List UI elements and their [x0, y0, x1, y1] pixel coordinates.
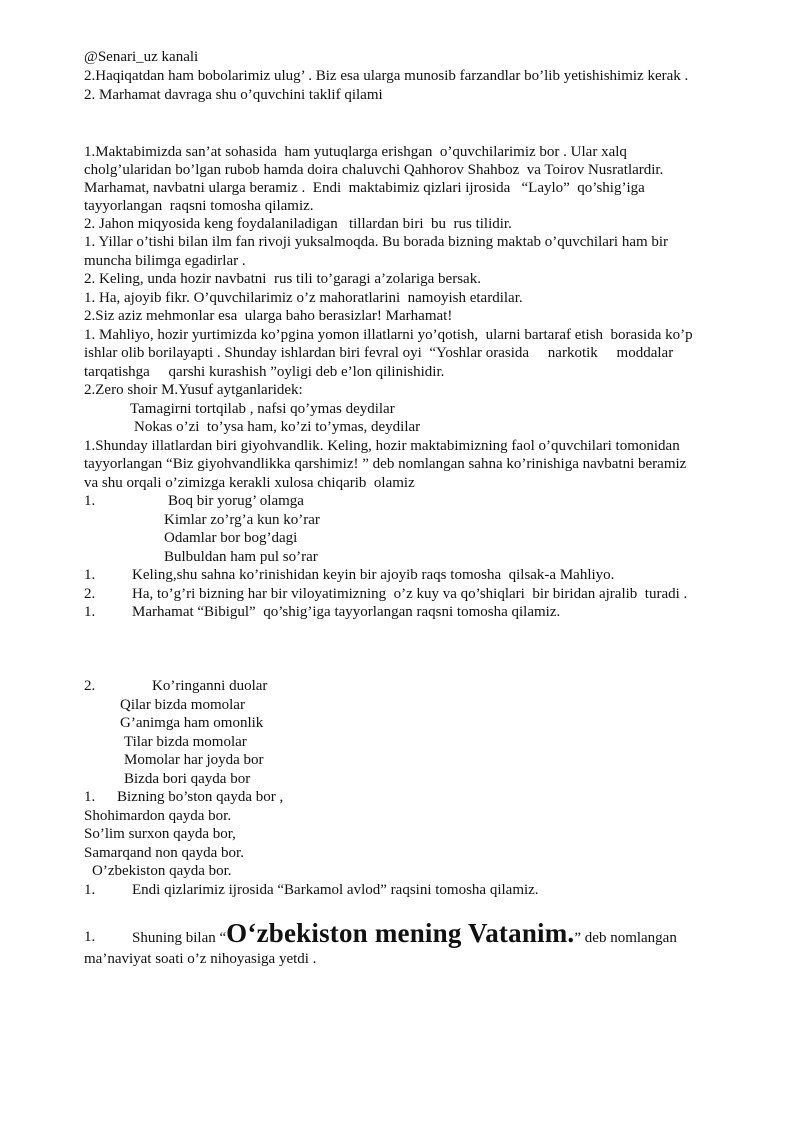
- text-line: 2. Keling, unda hozir navbatni rus tili to’garagi a’zolariga bersak.: [84, 271, 481, 287]
- poem-line: G’animga ham omonlik: [120, 715, 264, 731]
- text-line: 1. Yillar o’tishi bilan ilm fan rivoji yuksalmoqda. Bu borada bizning maktab o’quvchilari ham bir: [84, 234, 669, 250]
- text-line: 1.Maktabimizda san’at sohasida ham yutuqlarga erishgan o’quvchilarimiz bor . Ular xalq: [84, 144, 627, 160]
- poem-line: Momolar har joyda bor: [124, 752, 264, 768]
- text-line: tarqatishga qarshi kurashish ”oyligi deb e’lon qilinishidir.: [84, 364, 445, 380]
- text-line: 2.Zero shoir M.Yusuf aytganlaridek:: [84, 382, 303, 398]
- text-line: ishlar olib borilayapti . Shunday ishlardan biri fevral oyi “Yoshlar orasida narkotik moddalar: [84, 345, 674, 361]
- closing-title: O‘zbekiston mening Vatanim.: [226, 918, 575, 948]
- text-line: 1.Shunday illatlardan biri giyohvandlik. Keling, hozir maktabimizning faol o’quvchilari tomonidan: [84, 438, 680, 454]
- poem-line: Qilar bizda momolar: [120, 697, 245, 713]
- channel-label: @Senari_uz kanali: [84, 49, 199, 65]
- poem-line: Ko’ringanni duolar: [152, 678, 268, 694]
- text-line: 1. Mahliyo, hozir yurtimizda ko’pgina yomon illatlarni yo’qotish, ularni bartaraf etish borasida ko’p: [84, 327, 693, 343]
- text-line: muncha bilimga egadirlar .: [84, 253, 246, 269]
- closing-prefix: Shuning bilan “: [132, 930, 227, 946]
- text-line: Keling,shu sahna ko’rinishidan keyin bir ajoyib raqs tomosha qilsak-a Mahliyo.: [132, 567, 615, 583]
- poem-line: O’zbekiston qayda bor.: [92, 863, 232, 879]
- text-line: Ha, to’g’ri bizning har bir viloyatimizning o’z kuy va qo’shiqlari bir biridan ajralib turadi .: [132, 586, 688, 602]
- poem-line: Samarqand non qayda bor.: [84, 845, 244, 861]
- poem-line: Bulbuldan ham pul so’rar: [164, 549, 318, 565]
- poem-line: Tilar bizda momolar: [124, 734, 247, 750]
- list-number: 1.: [84, 493, 96, 509]
- closing-suffix: ” deb nomlangan: [574, 930, 677, 946]
- text-line: 2.Siz aziz mehmonlar esa ularga baho berasizlar! Marhamat!: [84, 308, 453, 324]
- list-number: 1.: [84, 567, 96, 583]
- poem-line: So’lim surxon qayda bor,: [84, 826, 236, 842]
- text-line: 2. Jahon miqyosida keng foydalaniladigan tillardan biri bu rus tilidir.: [84, 216, 512, 232]
- poem-line: Kimlar zo’rg’a kun ko’rar: [164, 512, 320, 528]
- list-number: 1.: [84, 929, 96, 945]
- list-number: 1.: [84, 789, 96, 805]
- poem-line: Boq bir yorug’ olamga: [168, 493, 304, 509]
- text-line: tayyorlangan “Biz giyohvandlikka qarshimiz! ” deb nomlangan sahna ko’rinishiga navbatni beramiz: [84, 456, 687, 472]
- poem-line: Shohimardon qayda bor.: [84, 808, 232, 824]
- list-number: 2.: [84, 678, 96, 694]
- poem-line: Nokas o’zi to’ysa ham, ko’zi to’ymas, deydilar: [134, 419, 421, 435]
- text-line: ma’naviyat soati o’z nihoyasiga yetdi .: [84, 951, 317, 967]
- text-line: cholg’ularidan bo’lgan rubob hamda doira chaluvchi Qahhorov Shahboz va Toirov Nusratlardir.: [84, 162, 664, 178]
- text-line: 2. Marhamat davraga shu o’quvchini taklif qilami: [84, 87, 383, 103]
- text-line: Marhamat “Bibigul” qo’shig’iga tayyorlangan raqsni tomosha qilamiz.: [132, 604, 561, 620]
- text-line: va shu orqali o’zimizga kerakli xulosa chiqarib olamiz: [84, 475, 415, 491]
- text-line: Marhamat, navbatni ularga beramiz . Endi maktabimiz qizlari ijrosida “Laylo” qo’shig’iga: [84, 180, 645, 196]
- poem-line: Odamlar bor bog’dagi: [164, 530, 298, 546]
- list-number: 1.: [84, 882, 96, 898]
- list-number: 2.: [84, 586, 96, 602]
- list-number: 1.: [84, 604, 96, 620]
- text-line: 1. Ha, ajoyib fikr. O’quvchilarimiz o’z mahoratlarini namoyish etardilar.: [84, 290, 523, 306]
- text-line: 2.Haqiqatdan ham bobolarimiz ulug’ . Biz esa ularga munosib farzandlar bo’lib yetishishimiz kerak .: [84, 68, 689, 84]
- text-line: Endi qizlarimiz ijrosida “Barkamol avlod” raqsini tomosha qilamiz.: [132, 882, 539, 898]
- poem-line: Bizning bo’ston qayda bor ,: [117, 789, 284, 805]
- poem-line: Tamagirni tortqilab , nafsi qo’ymas deydilar: [130, 401, 395, 417]
- text-line: tayyorlangan raqsni tomosha qilamiz.: [84, 198, 314, 214]
- poem-line: Bizda bori qayda bor: [124, 771, 251, 787]
